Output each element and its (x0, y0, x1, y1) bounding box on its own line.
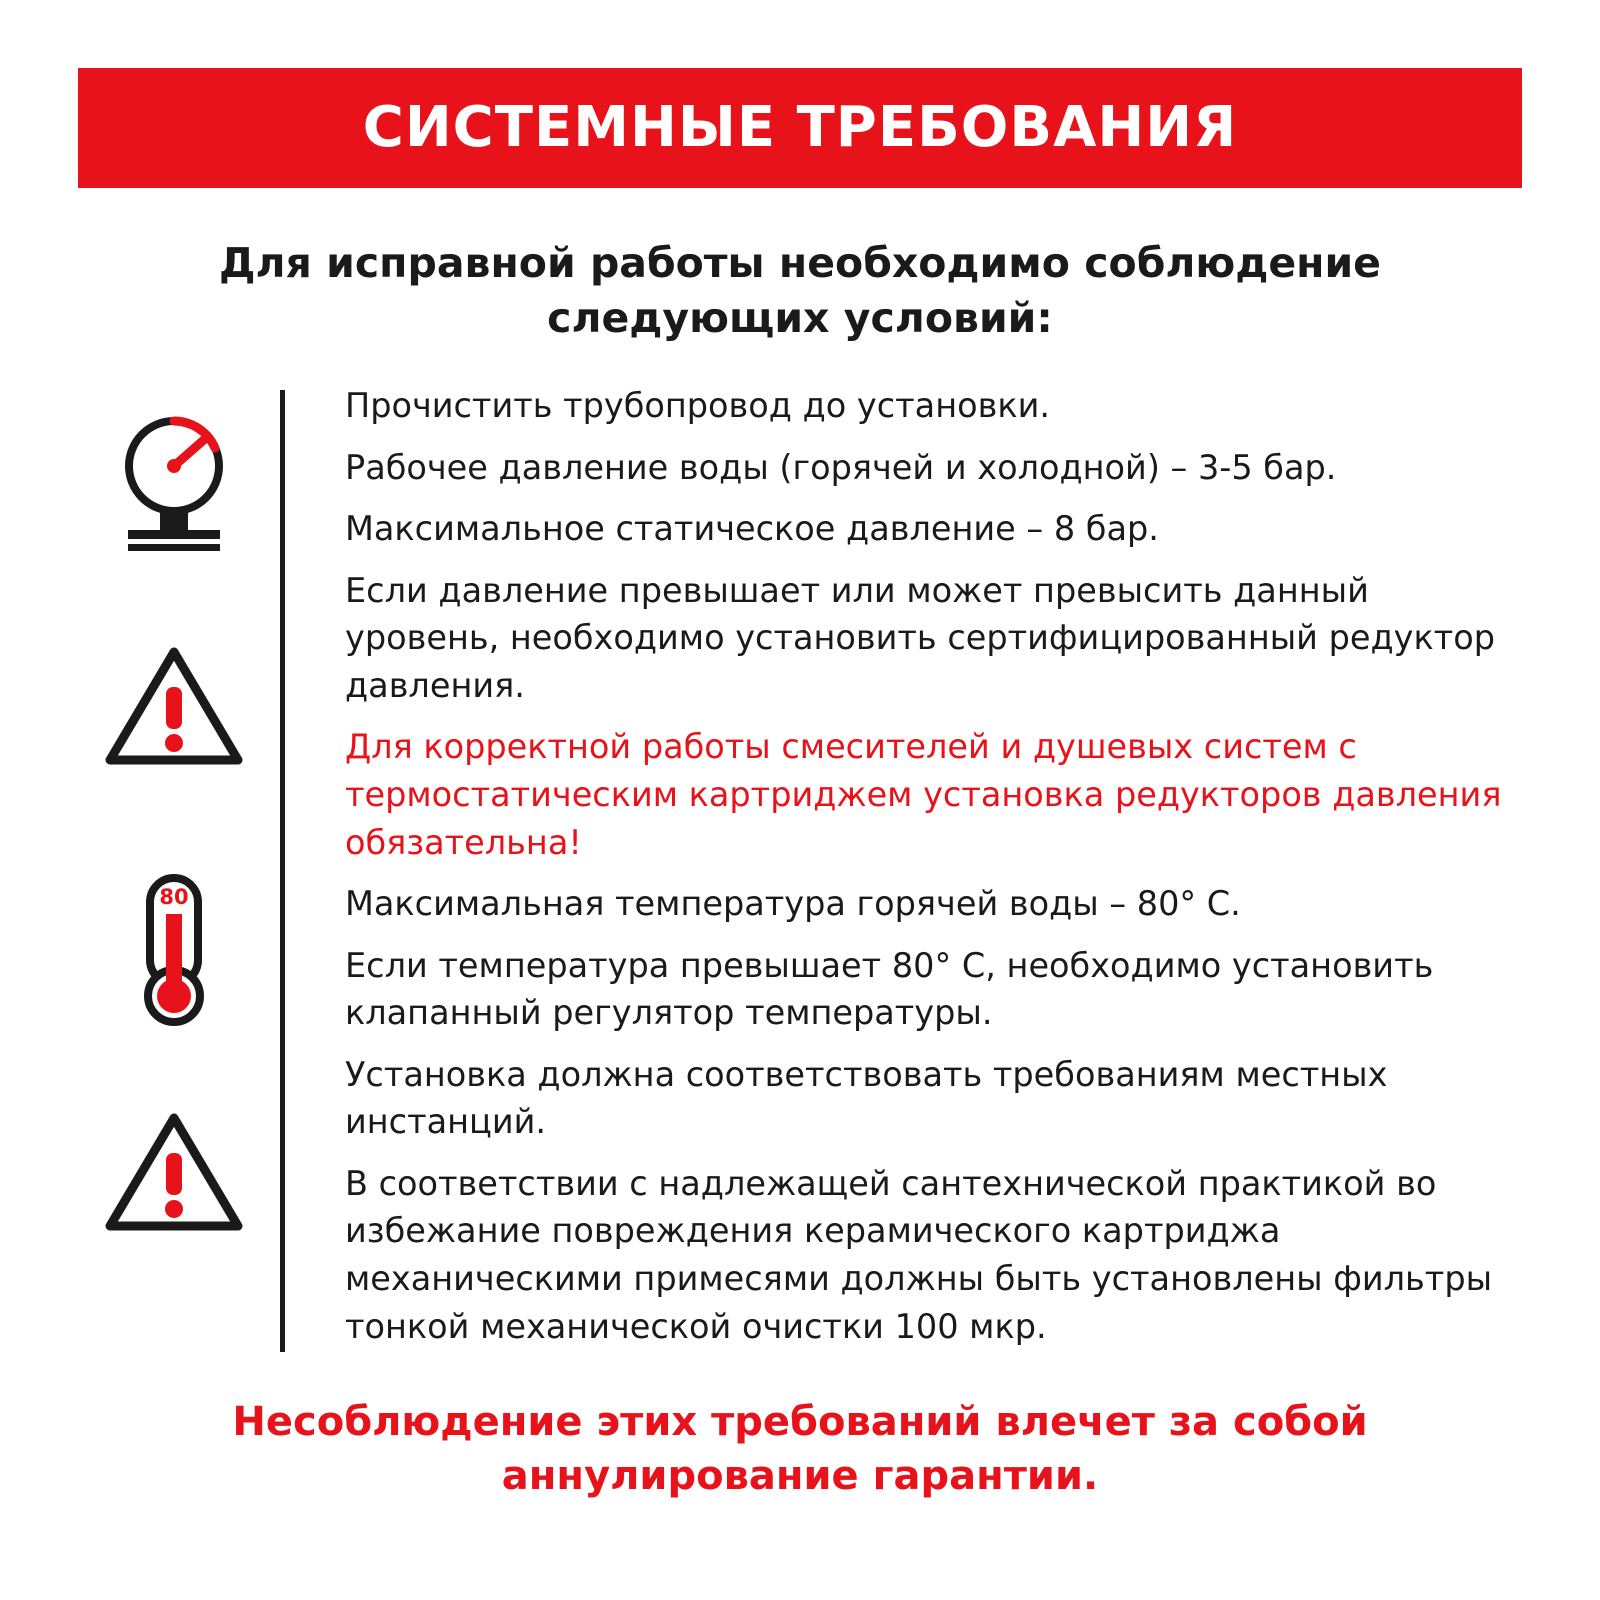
page-title: СИСТЕМНЫЕ ТРЕБОВАНИЯ (362, 95, 1238, 160)
warning-triangle-icon (102, 642, 252, 776)
list-item: В соответствии с надлежащей сантехнической практикой во избежание повреждения керамического картриджа механическими примесями должны быть установлены фильтры тонкой механической очистки 100 мкр. (345, 1163, 1493, 1346)
list-item: Максимальная температура горячей воды – 80° С. (345, 884, 1241, 924)
svg-text:80: 80 (159, 885, 189, 909)
icons-column (90, 390, 280, 1350)
header-banner (78, 68, 1522, 188)
pressure-gauge-icon (102, 408, 252, 562)
thermometer-icon (102, 870, 252, 1034)
list-item-warning: Для корректной работы смесителей и душевых систем с термостатическим картриджем установка редукторов давления обязательна! (345, 727, 1502, 862)
requirements-section (90, 386, 1510, 1350)
list-item: Максимальное статическое давление – 8 бар. (345, 509, 1159, 549)
list-item: Если давление превышает или может превысить данный уровень, необходимо установить сертифицированный редуктор давления. (345, 570, 1495, 705)
list-item: Установка должна соответствовать требованиям местных инстанций. (345, 1054, 1388, 1142)
vertical-divider (280, 390, 285, 1352)
subtitle-text: Для исправной работы необходимо соблюдение следующих условий: (219, 239, 1381, 342)
requirements-list (345, 382, 1510, 1364)
warranty-warning-text: Несоблюдение этих требований влечет за собой аннулирование гарантии. (232, 1399, 1368, 1499)
list-item: Прочистить трубопровод до установки. (345, 386, 1050, 425)
warning-triangle-icon (102, 1108, 252, 1242)
list-item: Рабочее давление воды (горячей и холодной) – 3-5 бар. (345, 447, 1337, 487)
list-item: Если температура превышает 80° С, необходимо установить клапанный регулятор температуры. (345, 945, 1434, 1033)
